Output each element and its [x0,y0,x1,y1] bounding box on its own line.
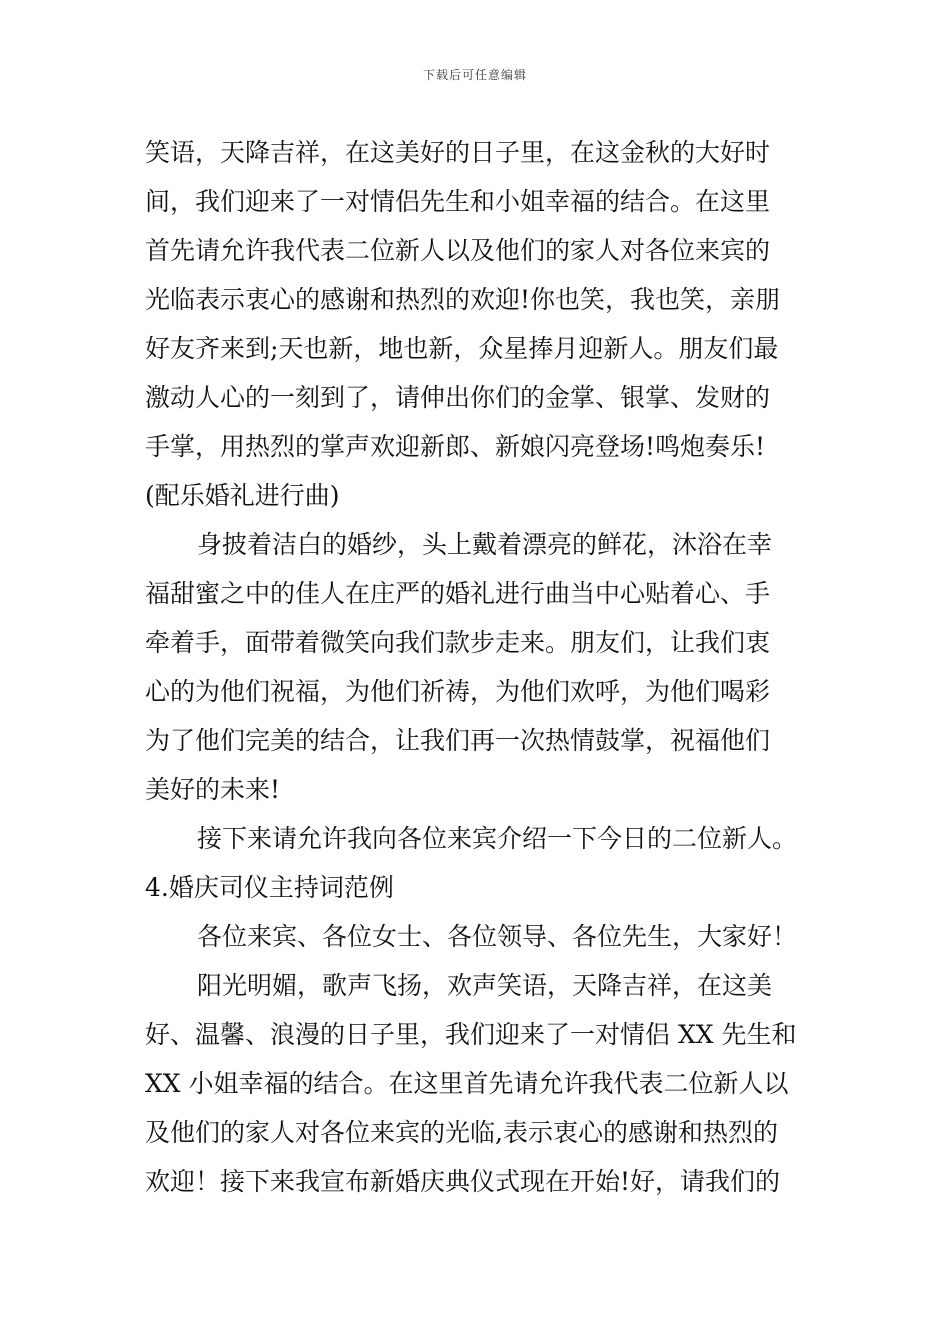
text-line: 间，我们迎来了一对情侣先生和小姐幸福的结合。在这里 [145,187,771,216]
paragraph-start-line: 接下来请允许我向各位来宾介绍一下今日的二位新人。 [197,824,798,853]
text-line: 心的为他们祝福，为他们祈祷，为他们欢呼，为他们喝彩 [145,677,771,706]
text-line: 首先请允许我代表二位新人以及他们的家人对各位来宾的 [145,236,771,265]
text-line: 美好的未来! [145,775,281,804]
text-line: 激动人心的一刻到了，请伸出你们的金掌、银掌、发财的 [145,383,771,412]
section-heading: 4.婚庆司仪主持词范例 [145,873,394,902]
text-line: 光临表示衷心的感谢和热烈的欢迎!你也笑，我也笑，亲朋 [145,285,781,314]
paragraph-start-line: 各位来宾、各位女士、各位领导、各位先生，大家好！ [197,922,798,951]
text-line: 笑语，天降吉祥，在这美好的日子里，在这金秋的大好时 [145,138,771,167]
paragraph-start-line: 阳光明媚，歌声飞扬，欢声笑语，天降吉祥，在这美 [197,971,773,1000]
text-line: 福甜蜜之中的佳人在庄严的婚礼进行曲当中心贴着心、手 [145,579,771,608]
body-text [145,128,810,1206]
text-line: (配乐婚礼进行曲) [145,481,340,510]
page-header: 下载后可任意编辑 [422,68,527,82]
text-line: 手掌，用热烈的掌声欢迎新郎、新娘闪亮登场!鸣炮奏乐! [145,432,766,461]
text-line: 好友齐来到;天也新，地也新，众星捧月迎新人。朋友们最 [145,334,779,363]
text-line: 欢迎！接下来我宣布新婚庆典仪式现在开始!好，请我们的 [145,1167,781,1196]
text-line: 牵着手，面带着微笑向我们款步走来。朋友们，让我们衷 [145,628,771,657]
text-line: 好、温馨、浪漫的日子里，我们迎来了一对情侣 XX 先生和 [145,1020,797,1049]
paragraph-start-line: 身披着洁白的婚纱，头上戴着漂亮的鲜花，沐浴在幸 [197,530,773,559]
text-line: 为了他们完美的结合，让我们再一次热情鼓掌，祝福他们 [145,726,771,755]
text-line: 及他们的家人对各位来宾的光临,表示衷心的感谢和热烈的 [145,1118,778,1147]
text-line: XX 小姐幸福的结合。在这里首先请允许我代表二位新人以 [145,1069,789,1098]
